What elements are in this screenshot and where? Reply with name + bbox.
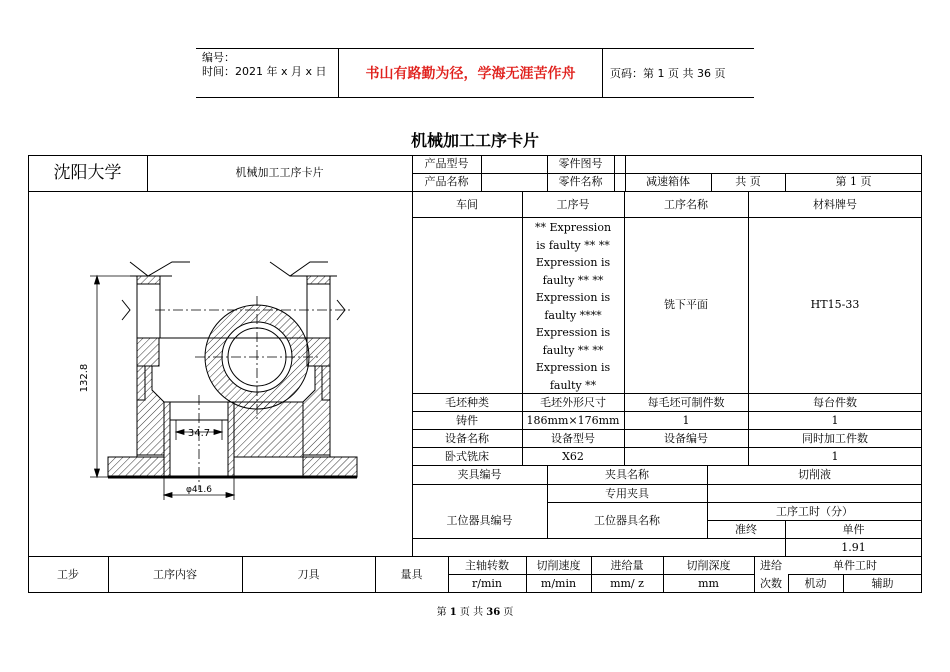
coolant-label: 切削液 [798, 468, 831, 481]
time-label: 时间：2021 年 x 月 x 日 [202, 65, 327, 78]
blank-type-value: 铸件 [456, 414, 478, 427]
process-time-label: 工序工时（分） [776, 505, 853, 518]
unit-value: 1.91 [841, 541, 866, 554]
page-footer [0, 603, 950, 618]
card-name: 机械加工工序卡片 [235, 166, 324, 179]
footer-page: 1 [449, 607, 457, 618]
number-label: 编号： [202, 51, 235, 64]
process-name-label: 工序名称 [664, 198, 708, 211]
footer-prefix: 第 [436, 607, 447, 618]
product-name-label: 产品名称 [424, 175, 469, 188]
dim-base-label: φ41.6 [186, 485, 212, 495]
fixture-name-label: 夹具名称 [605, 468, 649, 481]
concurrent-label: 同时加工件数 [802, 432, 868, 445]
depth-label: 切削深度 [686, 559, 731, 572]
per-blank-value: 1 [682, 414, 690, 427]
product-model-label: 产品型号 [424, 157, 469, 170]
pass-label-2: 次数 [760, 577, 782, 590]
process-no-label: 工序号 [556, 198, 590, 211]
per-unit-value: 1 [831, 414, 839, 427]
footer-total: 36 [486, 607, 501, 618]
part-name-label: 零件名称 [558, 175, 603, 188]
step-label: 工步 [57, 568, 79, 581]
spindle-label: 主轴转数 [465, 559, 509, 572]
workshop-label: 车间 [456, 198, 478, 211]
gauge-label: 量具 [400, 568, 423, 581]
university-name: 沈阳大学 [53, 163, 122, 183]
part-drawing-label: 零件图号 [558, 157, 603, 170]
speed-unit: m/min [540, 577, 577, 590]
blank-size-value: 186mm×176mm [526, 414, 620, 427]
dim-height-label: 132.8 [79, 363, 90, 393]
spindle-unit: r/min [472, 577, 502, 590]
feed-unit: mm/ z [610, 577, 644, 590]
unit-time-label: 单件工时 [833, 559, 877, 572]
unit-label: 单件 [842, 523, 865, 536]
machine-label: 机动 [804, 577, 827, 590]
total-pages-label: 共 页 [735, 175, 761, 188]
blank-type-label: 毛坯种类 [445, 396, 489, 409]
page-number-label: 第 1 页 [835, 175, 872, 188]
station-name-label: 工位器具名称 [594, 514, 660, 527]
dim-inner-label: 34.7 [187, 428, 211, 439]
aux-label: 辅助 [871, 577, 894, 590]
material-label: 材料牌号 [813, 198, 857, 211]
per-unit-label: 每台件数 [813, 396, 857, 409]
content-label: 工序内容 [153, 568, 197, 581]
page-title: 机械加工工序卡片 [410, 131, 539, 150]
equip-model-label: 设备型号 [551, 432, 595, 445]
blank-size-label: 毛坯外形尺寸 [540, 396, 606, 409]
process-name-value: 铣下平面 [664, 298, 708, 311]
concurrent-value: 1 [831, 450, 839, 463]
tool-label: 刀具 [297, 568, 320, 581]
per-blank-label: 每毛坯可制件数 [647, 396, 725, 409]
footer-suffix: 页 [503, 607, 514, 618]
station-no-label: 工位器具编号 [446, 514, 513, 527]
speed-label: 切削速度 [536, 559, 581, 572]
equip-no-label: 设备编号 [664, 432, 708, 445]
feed-label: 进给量 [610, 559, 644, 572]
pass-label: 进给 [760, 559, 782, 572]
footer-mid: 页 共 [459, 607, 484, 618]
prep-label: 准终 [735, 523, 757, 536]
equip-model-value: X62 [562, 450, 584, 463]
material-value: HT15-33 [810, 298, 860, 311]
part-name-value: 减速箱体 [646, 175, 690, 188]
process-no-value: ** Expression is faulty ** ** Expression is faulty ** ** Expression is faulty **** Expression is faulty ** ** Expression is faulty ** [534, 221, 612, 392]
equip-name-value: 卧式铣床 [445, 450, 489, 463]
equip-name-label: 设备名称 [445, 432, 489, 445]
depth-unit: mm [698, 577, 719, 590]
fixture-no-label: 夹具编号 [457, 468, 502, 481]
fixture-name-value: 专用夹具 [605, 487, 649, 500]
page-info: 页码：第 1 页 共 36 页 [610, 67, 726, 80]
motto: 书山有路勤为径，学海无涯苦作舟 [339, 49, 603, 97]
